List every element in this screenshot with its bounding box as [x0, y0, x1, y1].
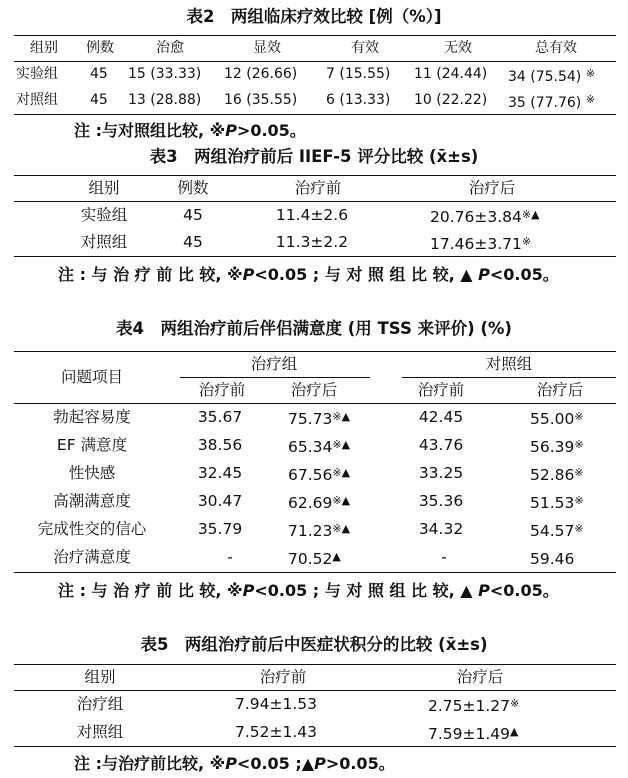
table3-row2-n: 45	[183, 233, 203, 251]
table4-row4-item: 高潮满意度	[53, 492, 131, 510]
table3-row2-group: 对照组	[80, 233, 128, 251]
table4-row1-t-before: 35.67	[197, 408, 243, 426]
table2-row2-total: 35 (77.76) ※	[508, 93, 595, 111]
table2-row1-effective: 7 (15.55)	[326, 66, 391, 82]
significance-mark: ※	[574, 522, 584, 535]
table4-row6-t-before: -	[227, 548, 233, 566]
table4-row3-c-before: 33.25	[418, 464, 464, 482]
table2-note: 注 :与对照组比较, ※P>0.05。	[74, 121, 306, 140]
table4-row2-t-after: 65.34※▲	[288, 438, 351, 456]
table2-row1-group: 实验组	[16, 66, 58, 82]
table4-header-ctrl-before: 治疗前	[417, 381, 465, 399]
table2-row1-n: 45	[90, 66, 108, 82]
table5-note: 注 :与治疗前比较, ※P<0.05 ;▲P>0.05。	[74, 754, 395, 773]
table4-header-treat-after: 治疗后	[290, 381, 338, 399]
table2-header-group: 组别	[30, 40, 58, 56]
table4-row3-t-after: 67.56※▲	[288, 466, 351, 484]
table2-header-ineffective: 无效	[444, 40, 472, 56]
table3-header-n: 例数	[177, 179, 209, 197]
table5-caption: 表5 两组治疗前后中医症状积分的比较 (x̄±s)	[140, 635, 488, 654]
table2-row2-effective: 6 (13.33)	[326, 92, 391, 108]
table2-row2-n: 45	[90, 92, 108, 108]
table4-bottom-rule	[14, 572, 616, 573]
table2-row1-marked: 12 (26.66)	[224, 66, 298, 82]
table5-row1-before: 7.94±1.53	[234, 695, 318, 713]
table4-caption: 表4 两组治疗前后伴侣满意度 (用 TSS 来评价) (%)	[116, 319, 512, 338]
table2-row1-ineffective: 11 (24.44)	[414, 66, 488, 82]
table2-row2-cure: 13 (28.88)	[128, 92, 202, 108]
significance-mark: ※	[574, 410, 584, 423]
table4-header-item: 问题项目	[60, 368, 124, 386]
table3-row1-before: 11.4±2.6	[275, 206, 349, 224]
table4-row3-c-after: 52.86※	[530, 466, 584, 484]
table2-row2-marked: 16 (35.55)	[224, 92, 298, 108]
significance-mark: ※▲	[521, 208, 540, 221]
table4-row3-item: 性快感	[68, 464, 116, 482]
table4-row1-item: 勃起容易度	[53, 408, 131, 426]
table2-row2-group: 对照组	[16, 92, 58, 108]
table4-row6-c-before: -	[441, 548, 447, 566]
table4-note: 注 : 与 治 疗 前 比 较, ※P<0.05 ; 与 对 照 组 比 较, ▲ P<0.05。	[58, 581, 559, 600]
significance-mark: ※	[574, 466, 584, 479]
significance-mark: ※	[585, 67, 595, 80]
table4-row5-t-after: 71.23※▲	[288, 522, 351, 540]
table4-header-treat-before: 治疗前	[198, 381, 246, 399]
significance-mark: ※▲	[332, 466, 351, 479]
table5-header-before: 治疗前	[259, 668, 307, 686]
table5-row2-group: 对照组	[76, 723, 124, 741]
table5-row1-after: 2.75±1.27※	[428, 697, 520, 715]
table3-caption: 表3 两组治疗前后 IIEF-5 评分比较 (x̄±s)	[149, 147, 479, 166]
table4-header-ctrl-after: 治疗后	[536, 381, 584, 399]
significance-mark: ※▲	[332, 494, 351, 507]
table2-header-cure: 治愈	[156, 40, 184, 56]
significance-mark: ※	[521, 235, 532, 248]
table3-header-group: 组别	[88, 179, 120, 197]
table4-row4-c-before: 35.36	[418, 492, 464, 510]
table5-row2-before: 7.52±1.43	[234, 723, 318, 741]
significance-mark: ※	[574, 438, 584, 451]
significance-mark: ▲	[332, 550, 341, 563]
table2-header-total: 总有效	[535, 40, 577, 56]
table4-row2-t-before: 38.56	[197, 436, 243, 454]
table4-row5-c-before: 34.32	[418, 520, 464, 538]
table3-row1-after: 20.76±3.84※▲	[430, 208, 540, 226]
significance-mark: ※▲	[332, 438, 351, 451]
table4-row6-t-after: 70.52▲	[288, 550, 341, 568]
table4-header-ctrl-group: 对照组	[485, 355, 533, 373]
table2-header-marked: 显效	[253, 40, 281, 56]
table2-row1-cure: 15 (33.33)	[128, 66, 202, 82]
table3-header-before: 治疗前	[294, 179, 342, 197]
table4-row6-item: 治疗满意度	[53, 548, 131, 566]
table2-header-effective: 有效	[351, 40, 379, 56]
significance-mark: ▲	[510, 725, 519, 738]
table2-header-n: 例数	[86, 40, 114, 56]
table5-bottom-rule	[14, 746, 616, 747]
table5-row2-after: 7.59±1.49▲	[428, 725, 519, 743]
table4-row5-item: 完成性交的信心	[37, 520, 147, 538]
table5-header-group: 组别	[84, 668, 116, 686]
table4-row5-c-after: 54.57※	[530, 522, 584, 540]
table4-row2-item: EF 满意度	[56, 436, 128, 454]
table5-header-after: 治疗后	[456, 668, 504, 686]
table4-row3-t-before: 32.45	[197, 464, 243, 482]
table4-row1-c-before: 42.45	[418, 408, 464, 426]
table2-row1-total: 34 (75.54) ※	[508, 67, 595, 85]
table4-row4-c-after: 51.53※	[530, 494, 584, 512]
significance-mark: ※▲	[332, 410, 351, 423]
table4-row2-c-after: 56.39※	[530, 438, 584, 456]
table3-row1-n: 45	[183, 206, 203, 224]
significance-mark: ※	[585, 93, 595, 106]
table4-row6-c-after: 59.46	[530, 550, 575, 568]
table4-row4-t-after: 62.69※▲	[288, 494, 351, 512]
table3-row2-before: 11.3±2.2	[275, 233, 349, 251]
table3-header-after: 治疗后	[468, 179, 516, 197]
significance-mark: ※▲	[332, 522, 351, 535]
table4-row1-t-after: 75.73※▲	[288, 410, 351, 428]
table2-caption: 表2 两组临床疗效比较 [例（%）]	[186, 7, 442, 26]
table4-row2-c-before: 43.76	[418, 436, 464, 454]
table4-row1-c-after: 55.00※	[530, 410, 584, 428]
table3-row1-group: 实验组	[80, 206, 128, 224]
table4-header-treat-group: 治疗组	[250, 355, 298, 373]
significance-mark: ※	[574, 494, 584, 507]
significance-mark: ※	[510, 697, 520, 710]
table4-row5-t-before: 35.79	[197, 520, 243, 538]
table5-row1-group: 治疗组	[76, 695, 124, 713]
table3-row2-after: 17.46±3.71※	[430, 235, 532, 253]
table3-note: 注 : 与 治 疗 前 比 较, ※P<0.05 ; 与 对 照 组 比 较, ▲ P<0.05。	[58, 265, 559, 284]
table4-row4-t-before: 30.47	[197, 492, 243, 510]
table2-row2-ineffective: 10 (22.22)	[414, 92, 488, 108]
